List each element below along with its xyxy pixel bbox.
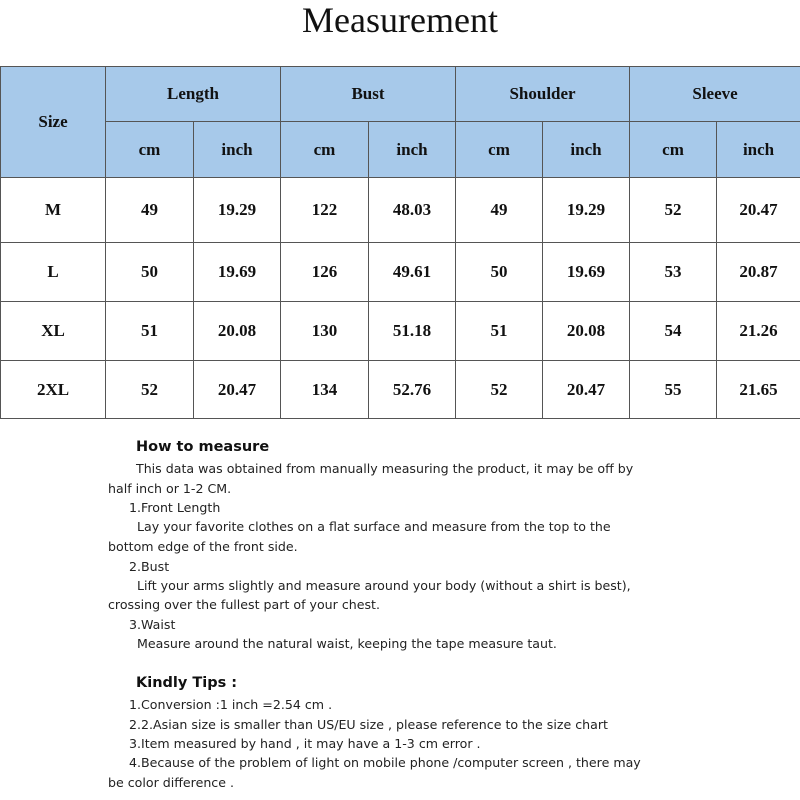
length-group-header: Length [106,67,281,122]
table-row [1,178,800,243]
bust-cm-cell: 134 [281,361,369,419]
bust-inch-cell: 51.18 [369,302,456,361]
size-cell: 2XL [1,361,106,419]
unit-header-inch: inch [369,122,456,178]
unit-header-cm: cm [281,122,369,178]
length-inch-cell: 20.47 [194,361,281,419]
length-cm-cell: 49 [106,178,194,243]
note-line: crossing over the fullest part of your chest. [108,597,381,612]
tip-line: 4.Because of the problem of light on mobile phone /computer screen , there may [129,755,641,770]
table-header-row [1,67,800,122]
bust-inch-cell: 48.03 [369,178,456,243]
unit-header-cm: cm [630,122,717,178]
sleeve-cm-cell: 54 [630,302,717,361]
table-row [1,361,800,419]
length-cm-cell: 50 [106,243,194,302]
sleeve-cm-cell: 52 [630,178,717,243]
sleeve-cm-cell: 55 [630,361,717,419]
shoulder-cm-cell: 49 [456,178,543,243]
note-line: Lift your arms slightly and measure around your body (without a shirt is best), [137,578,631,593]
kindly-tips-heading: Kindly Tips : [136,675,238,691]
size-cell: M [1,178,106,243]
bust-inch-cell: 49.61 [369,243,456,302]
shoulder-group-header: Shoulder [456,67,630,122]
size-column-header: Size [1,67,106,178]
table-row [1,243,800,302]
note-line: half inch or 1-2 CM. [108,481,232,496]
shoulder-cm-cell: 52 [456,361,543,419]
unit-header-cm: cm [106,122,194,178]
sleeve-inch-cell: 20.47 [717,178,800,243]
unit-header-inch: inch [717,122,800,178]
size-cell: L [1,243,106,302]
note-line: 1.Front Length [129,500,221,515]
length-cm-cell: 52 [106,361,194,419]
length-inch-cell: 19.29 [194,178,281,243]
note-line: 3.Waist [129,617,176,632]
shoulder-cm-cell: 51 [456,302,543,361]
table-row [1,302,800,361]
sleeve-inch-cell: 20.87 [717,243,800,302]
shoulder-cm-cell: 50 [456,243,543,302]
bust-cm-cell: 126 [281,243,369,302]
bust-inch-cell: 52.76 [369,361,456,419]
tip-line: 1.Conversion :1 inch =2.54 cm . [129,697,333,712]
how-to-measure-heading: How to measure [136,439,270,455]
unit-header-cm: cm [456,122,543,178]
length-cm-cell: 51 [106,302,194,361]
bust-cm-cell: 130 [281,302,369,361]
bust-cm-cell: 122 [281,178,369,243]
sleeve-cm-cell: 53 [630,243,717,302]
size-chart-table [0,66,800,419]
sleeve-group-header: Sleeve [630,67,800,122]
unit-header-inch: inch [543,122,630,178]
shoulder-inch-cell: 19.29 [543,178,630,243]
bust-group-header: Bust [281,67,456,122]
note-line: This data was obtained from manually measuring the product, it may be off by [136,461,634,476]
tip-line: be color difference . [108,775,234,790]
unit-header-row [1,122,800,178]
page-title: Measurement [302,0,498,40]
length-inch-cell: 20.08 [194,302,281,361]
sleeve-inch-cell: 21.26 [717,302,800,361]
shoulder-inch-cell: 20.47 [543,361,630,419]
tip-line: 3.Item measured by hand , it may have a 1-3 cm error . [129,736,481,751]
shoulder-inch-cell: 19.69 [543,243,630,302]
note-line: Lay your favorite clothes on a flat surface and measure from the top to the [137,519,611,534]
tip-line: 2.2.Asian size is smaller than US/EU size , please reference to the size chart [129,717,608,732]
unit-header-inch: inch [194,122,281,178]
note-line: 2.Bust [129,559,170,574]
length-inch-cell: 19.69 [194,243,281,302]
note-line: Measure around the natural waist, keeping the tape measure taut. [137,636,557,651]
shoulder-inch-cell: 20.08 [543,302,630,361]
size-cell: XL [1,302,106,361]
sleeve-inch-cell: 21.65 [717,361,800,419]
note-line: bottom edge of the front side. [108,539,298,554]
